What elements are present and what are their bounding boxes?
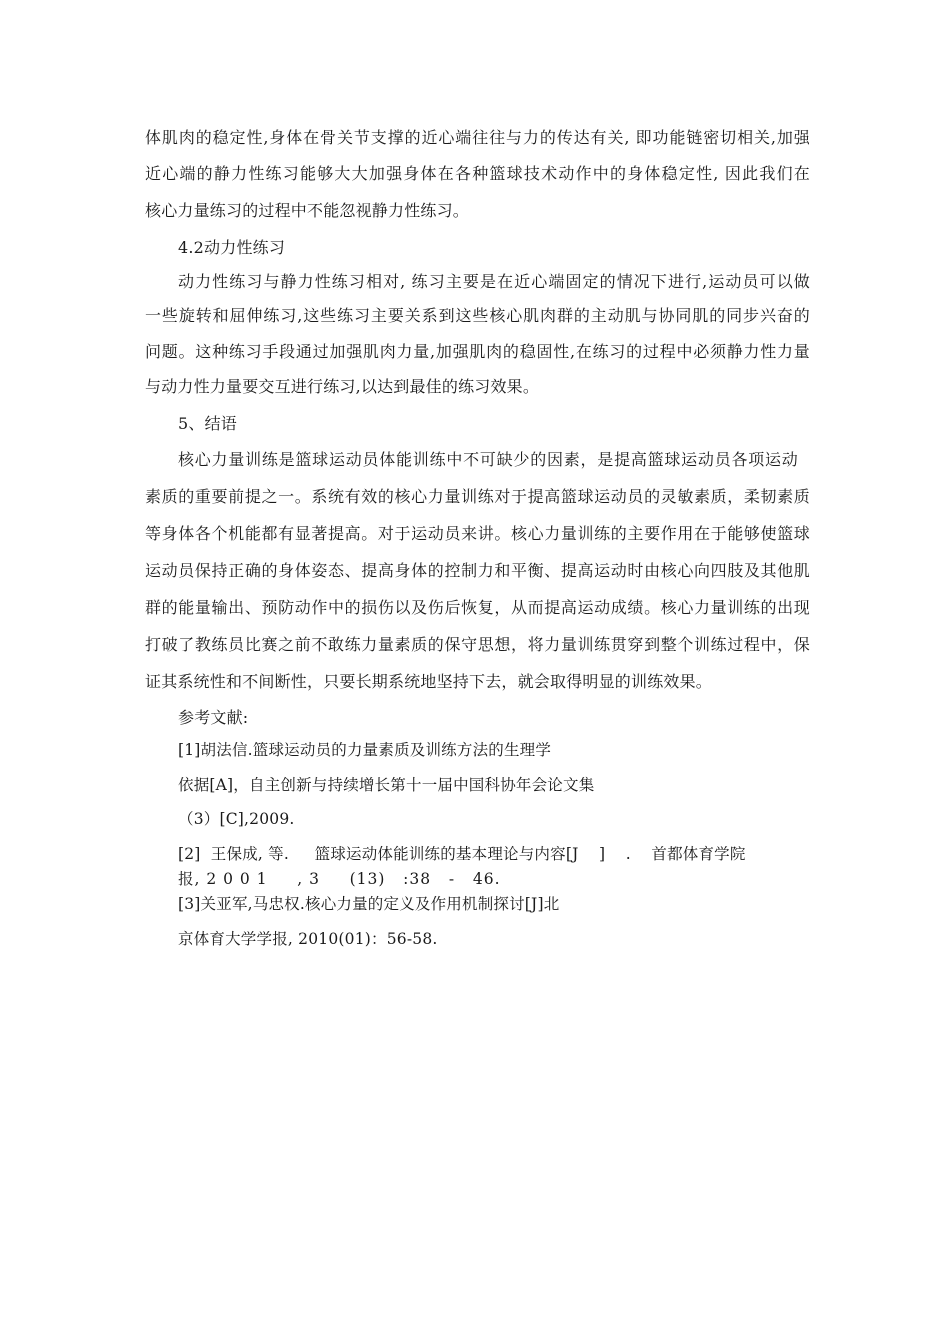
paragraph-line: 与动力性力量要交互进行练习,以达到最佳的练习效果。 — [145, 377, 540, 396]
paragraph-line: 体肌肉的稳定性,身体在骨关节支撑的近心端往往与力的传达有关, 即功能链密切相关,加强 — [145, 128, 810, 147]
reference-3-line-1: [3]关亚军,马忠权.核心力量的定义及作用机制探讨[J]北 — [178, 895, 560, 913]
section-heading-4-2: 4.2动力性练习 — [178, 238, 286, 257]
paragraph-line: 打破了教练员比赛之前不敢练力量素质的保守思想，将力量训练贯穿到整个训练过程中，保 — [145, 635, 810, 654]
reference-2-line-1: [2] 王保成, 等. 篮球运动体能训练的基本理论与内容[J ] . 首都体育学院 — [178, 845, 746, 863]
reference-2-line-2: 报, 2 0 0 1 , 3 (13) :38 - 46. — [178, 870, 501, 888]
paragraph-line: 问题。这种练习手段通过加强肌肉力量,加强肌肉的稳固性,在练习的过程中必须静力性力量 — [145, 342, 810, 361]
reference-1-line-1: [1]胡法信.篮球运动员的力量素质及训练方法的生理学 — [178, 741, 552, 759]
paragraph-line: 近心端的静力性练习能够大大加强身体在各种篮球技术动作中的身体稳定性, 因此我们在 — [145, 164, 810, 183]
paragraph-line: 证其系统性和不间断性，只要长期系统地坚持下去，就会取得明显的训练效果。 — [145, 672, 713, 691]
reference-1-line-2: 依据[A]，自主创新与持续增长第十一届中国科协年会论文集 — [178, 776, 595, 794]
reference-1-line-3: （3）[C],2009. — [178, 810, 295, 828]
paragraph-line: 等身体各个机能都有显著提高。对于运动员来讲。核心力量训练的主要作用在于能够使篮球 — [145, 524, 810, 543]
paragraph-line: 动力性练习与静力性练习相对, 练习主要是在近心端固定的情况下进行,运动员可以做 — [178, 272, 810, 291]
paragraph-line: 核心力量训练是篮球运动员体能训练中不可缺少的因素，是提高篮球运动员各项运动 — [178, 450, 798, 469]
section-heading-5: 5、结语 — [178, 414, 237, 433]
references-heading: 参考文献: — [178, 708, 249, 727]
paragraph-line: 群的能量输出、预防动作中的损伤以及伤后恢复，从而提高运动成绩。核心力量训练的出现 — [145, 598, 810, 617]
paragraph-line: 素质的重要前提之一。系统有效的核心力量训练对于提高篮球运动员的灵敏素质，柔韧素质 — [145, 487, 810, 506]
paragraph-line: 一些旋转和屈伸练习,这些练习主要关系到这些核心肌肉群的主动肌与协同肌的同步兴奋的 — [145, 306, 810, 325]
reference-3-line-2: 京体育大学学报, 2010(01)：56-58. — [178, 930, 438, 948]
paragraph-line: 运动员保持正确的身体姿态、提高身体的控制力和平衡、提高运动时由核心向四肢及其他肌 — [145, 561, 810, 580]
paragraph-line: 核心力量练习的过程中不能忽视静力性练习。 — [145, 201, 470, 220]
